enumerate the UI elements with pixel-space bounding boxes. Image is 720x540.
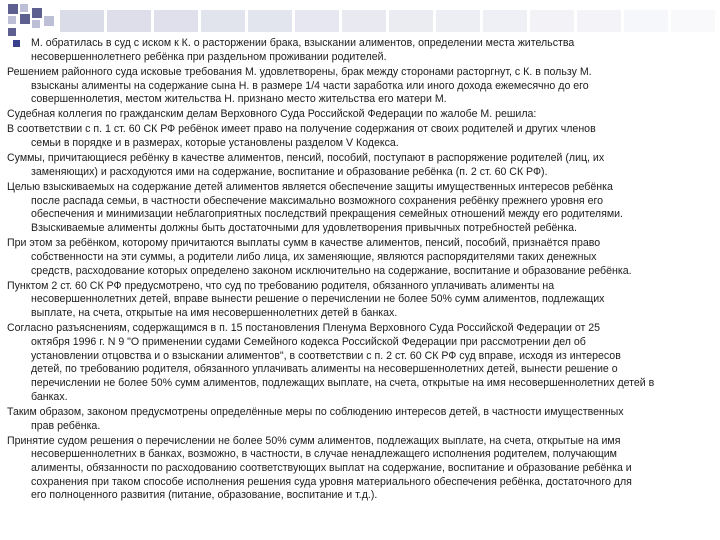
paragraph-line: несовершеннолетних детей, вправе вынести решение о перечислении не более 50% сумм алиментов, подлежащих <box>31 293 605 306</box>
paragraph-line: собственности на эти суммы, а родители либо лица, их заменяющие, являются распорядителями таких денежных <box>31 250 597 263</box>
paragraph-line: Принятие судом решения о перечислении не более 50% сумм алиментов, подлежащих выплате, на счета, открытые на имя <box>7 434 621 447</box>
paragraph-line: прав ребёнка. <box>31 419 101 432</box>
paragraph <box>7 237 720 278</box>
paragraph-line: Целью взыскиваемых на содержание детей алиментов является обеспечение защиты имущественных интересов ребёнка <box>7 180 613 193</box>
paragraph-line: Судебная коллегия по гражданским делам Верховного Суда Российской Федерации по жалобе М. решила: <box>7 108 537 121</box>
paragraph-line: установлении отцовства и о взыскании алиментов", в соответствии с п. 2 ст. 60 СК РФ суд вправе, исходя из интересов <box>31 349 621 362</box>
deco-bar <box>671 10 715 32</box>
paragraph <box>7 406 720 433</box>
paragraph-line: алименты, обязанности по расходованию соответствующих выплат на содержание, воспитание и образование ребёнка и <box>31 462 632 474</box>
deco-square <box>8 16 16 24</box>
deco-bar <box>295 10 339 32</box>
paragraph-line: Решением районного суда исковые требования М. удовлетворены, брак между сторонами расторгнут, с К. в пользу М. <box>7 65 592 78</box>
paragraph <box>7 123 720 150</box>
paragraph <box>7 322 720 404</box>
paragraph-line: обеспечения и минимизации неблагоприятных последствий прекращения семейных отношений между его родителями. <box>31 208 623 221</box>
deco-square <box>32 20 40 28</box>
deco-bar <box>154 10 198 32</box>
paragraph-line: Согласно разъяснениям, содержащимся в п. 15 постановления Пленума Верховного Суда Российской Федерации от 25 <box>7 322 601 335</box>
paragraph-line: средств, расходование которых определено законом исключительно на содержание, воспитание и образование ребёнка. <box>31 264 632 277</box>
deco-bar <box>577 10 621 32</box>
deco-square <box>8 28 16 36</box>
paragraph-line: семьи в порядке и в размерах, которые установлены разделом V Кодекса. <box>31 137 399 150</box>
paragraph <box>7 280 720 321</box>
paragraph <box>7 435 720 504</box>
paragraph-line: несовершеннолетних в банках, возможно, в частности, в случае ненадлежащего исполнения родителем, получающим <box>31 448 617 461</box>
deco-bar <box>483 10 527 32</box>
deco-bar <box>60 10 104 32</box>
deco-bar <box>530 10 574 32</box>
paragraph-line: детей, по требованию родителя, обязанного уплачивать алименты на несовершеннолетних детей, вынести решение о <box>31 363 618 376</box>
deco-bar <box>389 10 433 32</box>
deco-square <box>8 4 18 14</box>
deco-square <box>44 16 54 26</box>
paragraph <box>7 37 720 64</box>
paragraph <box>7 152 720 179</box>
deco-bar <box>436 10 480 32</box>
deco-square <box>20 4 28 12</box>
document-body <box>7 37 720 505</box>
deco-bar <box>107 10 151 32</box>
deco-bar <box>201 10 245 32</box>
paragraph-line: заменяющих) и расходуются ими на содержание, воспитание и образование ребёнка (п. 2 ст. 60 СК РФ). <box>31 165 548 178</box>
paragraph-line: Суммы, причитающиеся ребёнку в качестве алиментов, пенсий, пособий, поступают в распоряжение родителей (лиц, их <box>7 152 605 165</box>
square-bullet-icon <box>13 40 20 47</box>
paragraph-line: М. обратилась в суд с иском к К. о расторжении брака, взыскании алиментов, определении места жительства <box>7 37 720 51</box>
deco-bar <box>624 10 668 32</box>
paragraph-line: банках. <box>31 390 68 403</box>
paragraph-line: совершеннолетия, местом жительства Н. признано место жительства его матери М. <box>31 93 447 106</box>
deco-square <box>32 8 42 18</box>
deco-bar <box>342 10 386 32</box>
paragraph <box>7 108 720 122</box>
deco-bar <box>248 10 292 32</box>
paragraph-line: При этом за ребёнком, которому причитаются выплаты сумм в качестве алиментов, пенсий, пособий, признаётся право <box>7 237 601 250</box>
paragraph <box>7 181 720 236</box>
paragraph-line: его полноценного развития (питание, образование, воспитание и т.д.). <box>31 489 378 502</box>
paragraph-line: несовершеннолетнего ребёнка при раздельном проживании родителей. <box>31 50 387 63</box>
paragraph-line: после распада семьи, в частности обеспечение максимально возможного сохранения ребёнку прежнего уровня его <box>31 194 604 207</box>
deco-square <box>20 14 30 24</box>
paragraph-line: взысканы алименты на содержание сына Н. в размере 1/4 части заработка или иного дохода ежемесячно до его <box>31 79 589 92</box>
paragraph-line: выплате, на счета, открытые на имя несовершеннолетних детей в банках. <box>31 307 398 320</box>
paragraph-line: октября 1996 г. N 9 "О применении судами Семейного кодекса Российской Федерации при рассмотрении дел об <box>31 335 586 348</box>
paragraph-line: Взыскиваемые алименты должны быть достаточными для удовлетворения привычных потребностей ребёнка. <box>31 222 577 235</box>
paragraph <box>7 66 720 107</box>
paragraph-line: перечислении не более 50% сумм алиментов, подлежащих выплате, на счета, открытые на имя несовершеннолетних детей в <box>31 377 655 389</box>
paragraph-line: Пунктом 2 ст. 60 СК РФ предусмотрено, что суд по требованию родителя, обязанного уплачивать алименты на <box>7 279 555 292</box>
paragraph-line: сохранения при таком способе исполнения решения суда уровня материального обеспечения ребёнка, достаточного для <box>31 475 632 488</box>
paragraph-line: Таким образом, законом предусмотрены определённые меры по соблюдению интересов детей, в частности имущественных <box>7 405 624 418</box>
paragraph-line: В соответствии с п. 1 ст. 60 СК РФ ребёнок имеет право на получение содержания от своих родителей и других членов <box>7 123 596 136</box>
